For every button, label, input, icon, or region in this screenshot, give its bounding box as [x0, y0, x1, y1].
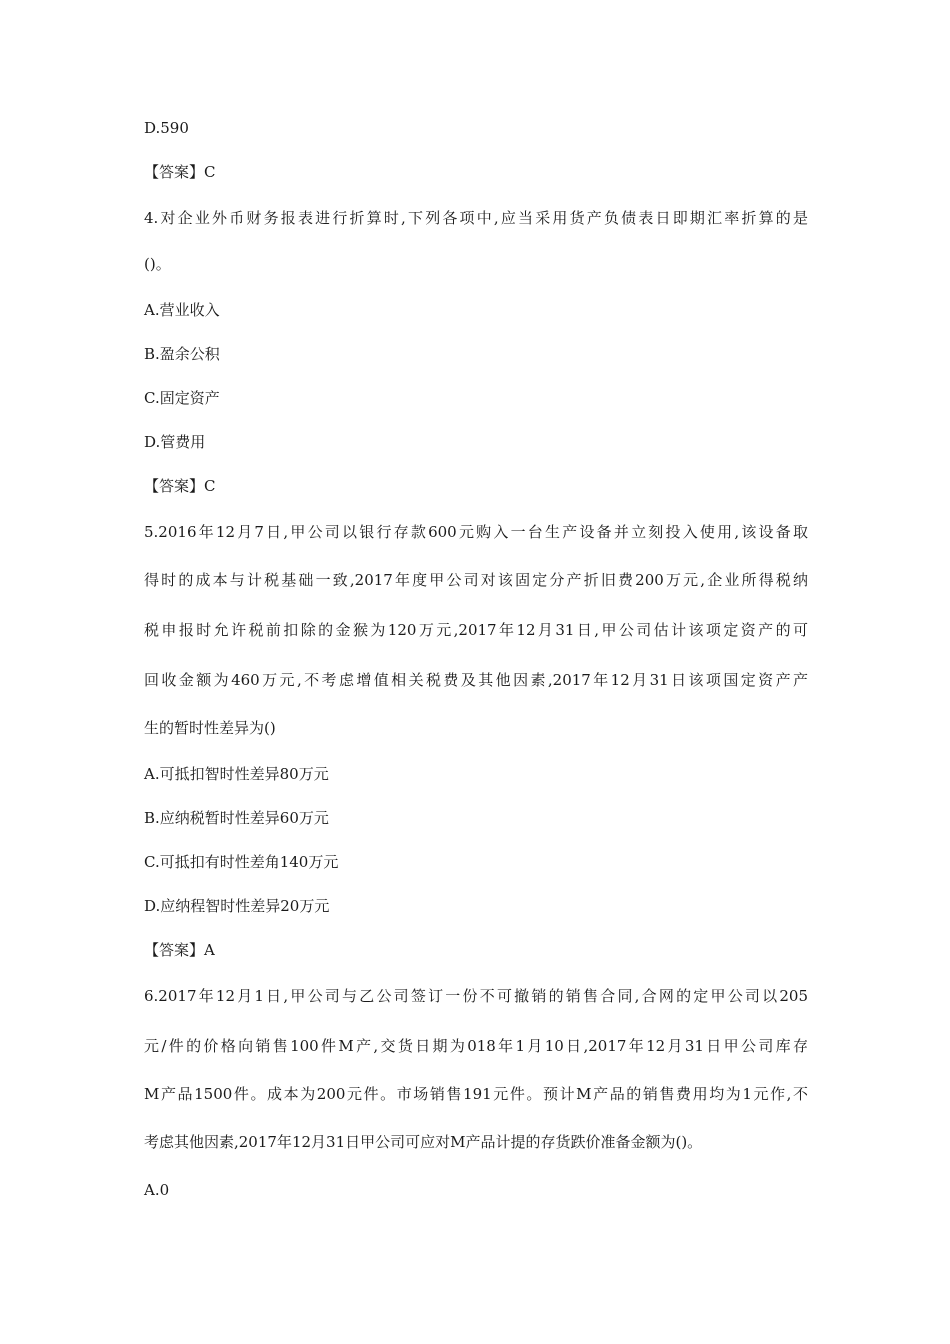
option-a-q4: A.营业收入: [144, 301, 220, 319]
question-6-line-2: 元/件的价格向销售100件M产,交货日期为018年1月10日,2017年12月31日甲公司库存: [144, 1037, 808, 1055]
option-d-q5: D.应纳程智时性差异20万元: [144, 897, 330, 915]
question-5-line-3: 税申报时允许税前扣除的金猴为120万元,2017年12月31日,甲公司估计该项定资产的可: [144, 621, 808, 639]
option-c-q4: C.固定资产: [144, 389, 220, 407]
option-b-q4: B.盈余公积: [144, 345, 220, 363]
option-d-q4: D.管费用: [144, 433, 206, 451]
question-6-line-4: 考虑其他因素,2017年12月31日甲公司可应对M产品计提的存货跌价准备金额为()。: [144, 1133, 703, 1151]
option-b-q5: B.应纳税暂时性差异60万元: [144, 809, 329, 827]
question-4-line-2: ()。: [144, 255, 171, 273]
option-c-q5: C.可抵扣有时性差角140万元: [144, 853, 339, 871]
option-a-q6: A.0: [144, 1181, 170, 1199]
question-5-line-5: 生的暂时性差异为(): [144, 719, 276, 737]
answer-q5: 【答案】A: [144, 941, 215, 959]
question-6-line-1: 6.2017年12月1日,甲公司与乙公司签订一份不可撤销的销售合同,合网的定甲公司以205: [144, 987, 808, 1005]
option-a-q5: A.可抵扣智时性差异80万元: [144, 765, 329, 783]
question-5-line-4: 回收金额为460万元,不考虑增值相关税费及其他因素,2017年12月31日该项国定资产产: [144, 671, 808, 689]
question-5-line-2: 得时的成本与计税基础一致,2017年度甲公司对该固定分产折旧费200万元,企业所得税纳: [144, 571, 808, 589]
answer-q4: 【答案】C: [144, 477, 216, 495]
answer-q3: 【答案】C: [144, 163, 216, 181]
question-4-line-1: 4.对企业外币财务报表进行折算时,下列各项中,应当采用货产负债表日即期汇率折算的是: [144, 209, 808, 227]
question-6-line-3: M产品1500件。成本为200元件。市场销售191元件。预计M产品的销售费用均为1元作,不: [144, 1085, 808, 1103]
option-d-q3: D.590: [144, 119, 189, 137]
question-5-line-1: 5.2016年12月7日,甲公司以银行存款600元购入一台生产设备并立刻投入使用,该设备取: [144, 523, 808, 541]
